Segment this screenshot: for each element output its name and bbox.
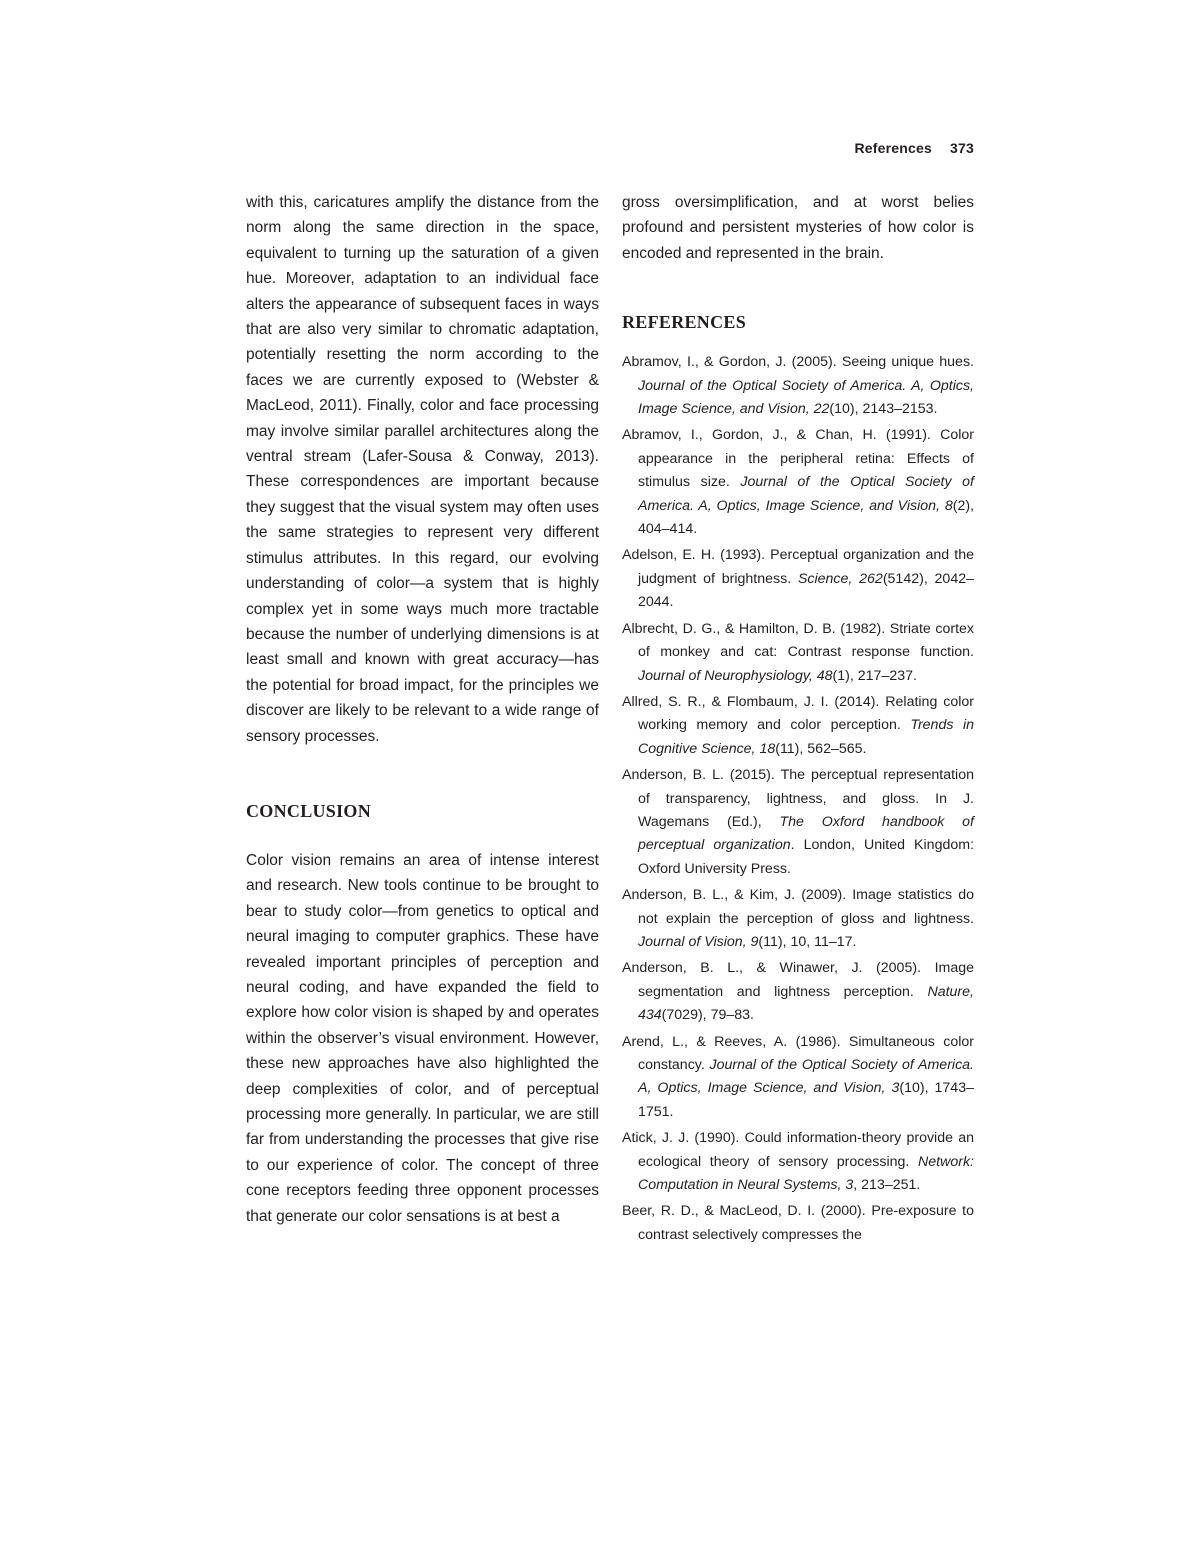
- reference-pages: (10), 2143–2153.: [829, 401, 938, 418]
- reference-authors-title: Abramov, I., & Gordon, J. (2005). Seeing unique hues.: [622, 354, 974, 371]
- left-column: [246, 190, 599, 1229]
- reference-source: Journal of Neurophysiology, 48: [638, 667, 833, 684]
- reference-entry: [622, 691, 974, 761]
- page-number: 373: [950, 140, 974, 156]
- reference-pages: (10), 1743–1751.: [638, 1080, 974, 1120]
- reference-pages: (11), 562–565.: [775, 740, 867, 757]
- reference-authors-title: Anderson, B. L. (2015). The perceptual representation of transparency, lightness, and gloss. In J. Wagemans (Ed.),: [622, 767, 974, 830]
- reference-pages: (7029), 79–83.: [661, 1007, 754, 1024]
- reference-authors-title: Anderson, B. L., & Kim, J. (2009). Image statistics do not explain the perception of gloss and lightness.: [622, 887, 974, 927]
- reference-pages: (11), 10, 11–17.: [758, 933, 857, 950]
- running-head-section: References: [854, 140, 932, 156]
- continuation-paragraph: gross oversimplification, and at worst belies profound and persistent mysteries of how color is encoded and represented in the brain.: [622, 194, 974, 262]
- reference-entry: [622, 1031, 974, 1125]
- reference-source: Science, 262: [797, 570, 883, 587]
- reference-source: Trends in Cognitive Science, 18: [638, 717, 974, 757]
- reference-entry: [622, 351, 974, 421]
- references-heading: REFERENCES: [622, 312, 747, 333]
- reference-authors-title: Anderson, B. L., & Winawer, J. (2005). Image segmentation and lightness perception.: [622, 960, 974, 1000]
- reference-entry: [622, 1127, 974, 1197]
- reference-entry: [622, 618, 974, 688]
- reference-entry: [622, 957, 974, 1027]
- reference-authors-title: Adelson, E. H. (1993). Perceptual organization and the judgment of brightness.: [622, 547, 974, 587]
- reference-source: Network: Computation in Neural Systems, 3: [638, 1153, 974, 1194]
- running-head: [854, 140, 974, 156]
- reference-list: [622, 351, 974, 1247]
- reference-source: The Oxford handbook of perceptual organization: [638, 813, 974, 854]
- reference-pages: , 213–251.: [853, 1177, 921, 1194]
- reference-pages: (1), 217–237.: [832, 667, 917, 684]
- reference-pages: . London, United Kingdom: Oxford University Press.: [638, 837, 974, 877]
- conclusion-paragraph: Color vision remains an area of intense interest and research. New tools continue to be brought to bear to study color—from genetics to optical and neural imaging to computer graphics. These have revealed important principles of perception and neural coding, and have expanded the field to explore how color vision is shaped by and operates within the observer’s visual environment. However, these new approaches have also highlighted the deep complexities of color, and of perceptual processing more generally. In particular, we are still far from understanding the processes that give rise to our experience of color. The concept of three cone receptors feeding three opponent processes that generate our color sensations is at best a: [246, 851, 599, 1225]
- reference-authors-title: Abramov, I., Gordon, J., & Chan, H. (1991). Color appearance in the peripheral retina: Effects of stimulus size.: [622, 427, 974, 491]
- reference-source: Journal of the Optical Society of America. A, Optics, Image Science, and Vision, 8: [638, 474, 974, 514]
- reference-entry: [622, 1200, 974, 1247]
- reference-source: Journal of the Optical Society of America. A, Optics, Image Science, and Vision, 3: [638, 1057, 974, 1097]
- reference-pages: (2), 404–414.: [638, 497, 974, 538]
- reference-source: Journal of Vision, 9: [638, 933, 759, 950]
- reference-authors-title: Beer, R. D., & MacLeod, D. I. (2000). Pre-exposure to contrast selectively compresses the: [622, 1203, 974, 1243]
- conclusion-heading: CONCLUSION: [246, 800, 372, 821]
- reference-source: Journal of the Optical Society of America. A, Optics, Image Science, and Vision, 22: [638, 377, 974, 418]
- reference-authors-title: Arend, L., & Reeves, A. (1986). Simultaneous color constancy.: [622, 1033, 974, 1073]
- reference-pages: (5142), 2042–2044.: [638, 570, 974, 611]
- right-column: [622, 190, 974, 1250]
- reference-entry: [622, 884, 974, 954]
- reference-source: Nature, 434: [638, 983, 974, 1024]
- reference-entry: [622, 424, 974, 541]
- reference-authors-title: Allred, S. R., & Flombaum, J. I. (2014). Relating color working memory and color perception.: [622, 693, 974, 734]
- reference-entry: [622, 764, 974, 881]
- reference-entry: [622, 544, 974, 614]
- body-paragraph: with this, caricatures amplify the distance from the norm along the same direction in the space, equivalent to turning up the saturation of a given hue. Moreover, adaptation to an individual face alters the appearance of subsequent faces in ways that are also very similar to chromatic adaptation, potentially resetting the norm according to the faces we are currently exposed to (Webster & MacLeod, 2011). Finally, color and face processing may involve similar parallel architectures along the ventral stream (Lafer-Sousa & Conway, 2013). These correspondences are important because they suggest that the visual system may often uses the same strategies to represent very different stimulus attributes. In this regard, our evolving understanding of color—a system that is highly complex yet in some ways much more tractable because the number of underlying dimensions is at least small and known with great accuracy—has the potential for broad impact, for the principles we discover are likely to be relevant to a wide range of sensory processes.: [246, 194, 599, 745]
- reference-authors-title: Atick, J. J. (1990). Could information-theory provide an ecological theory of sensory processing.: [622, 1130, 974, 1170]
- reference-authors-title: Albrecht, D. G., & Hamilton, D. B. (1982). Striate cortex of monkey and cat: Contrast response function.: [622, 620, 974, 661]
